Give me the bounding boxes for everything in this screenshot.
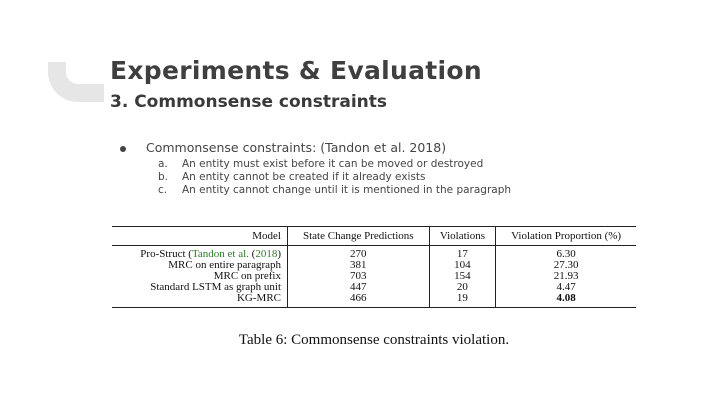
cell-violations: 20 — [429, 282, 496, 293]
cell-model: Pro-Struct (Tandon et al. (2018) — [112, 246, 288, 261]
corner-decoration — [48, 62, 104, 102]
sub-list-item — [158, 184, 511, 197]
bullet-dot-icon — [120, 146, 126, 152]
slide-title: Experiments & Evaluation — [110, 56, 482, 85]
sub-list — [158, 158, 511, 197]
table-header-row — [112, 227, 636, 246]
sub-list-marker: a. — [158, 158, 168, 170]
header-predictions: State Change Predictions — [288, 227, 430, 246]
table-caption: Table 6: Commonsense constraints violation. — [238, 332, 510, 348]
table-row — [112, 293, 636, 308]
cell-model: MRC on entire paragraph — [112, 260, 288, 271]
sub-list-text: An entity cannot change until it is mentioned in the paragraph — [182, 184, 512, 196]
sub-list-text: An entity must exist before it can be moved or destroyed — [182, 158, 484, 170]
sub-list-marker: b. — [158, 171, 169, 183]
cell-predictions: 703 — [288, 271, 430, 282]
header-proportion: Violation Proportion (%) — [496, 227, 636, 246]
cell-predictions: 270 — [288, 246, 430, 261]
cell-model: Standard LSTM as graph unit — [112, 282, 288, 293]
sub-list-item — [158, 158, 511, 171]
results-table-image — [112, 226, 636, 308]
cell-proportion: 21.93 — [553, 270, 579, 282]
table-row — [112, 246, 636, 261]
citation-year-link[interactable]: 2018 — [255, 248, 278, 260]
cell-proportion: 27.30 — [553, 259, 579, 271]
cell-predictions: 447 — [288, 282, 430, 293]
cell-predictions: 466 — [288, 293, 430, 308]
model-name-suffix: ) — [277, 248, 281, 260]
sub-list-marker: c. — [158, 184, 168, 196]
model-name-text: Pro-Struct ( — [140, 248, 192, 260]
cell-proportion: 4.08 — [496, 293, 636, 308]
sub-list-text: An entity cannot be created if it already exists — [182, 171, 426, 183]
slide-subtitle: 3. Commonsense constraints — [110, 92, 388, 112]
cell-violations: 154 — [429, 271, 496, 282]
cell-model: MRC on prefix — [112, 271, 288, 282]
header-model: Model — [112, 227, 288, 246]
cell-violations: 17 — [429, 246, 496, 261]
cell-proportion: 4.47 — [556, 281, 576, 293]
cell-predictions: 381 — [288, 260, 430, 271]
cell-proportion: 6.30 — [556, 248, 576, 260]
cell-model: KG-MRC — [112, 293, 288, 308]
header-violations: Violations — [429, 227, 496, 246]
bullet-item — [120, 140, 446, 155]
results-table — [112, 226, 636, 308]
citation-link[interactable]: Tandon et al. — [191, 248, 249, 260]
cell-violations: 19 — [429, 293, 496, 308]
cell-violations: 104 — [429, 260, 496, 271]
bullet-text: Commonsense constraints: (Tandon et al. 2018) — [146, 140, 447, 155]
sub-list-item — [158, 171, 511, 184]
